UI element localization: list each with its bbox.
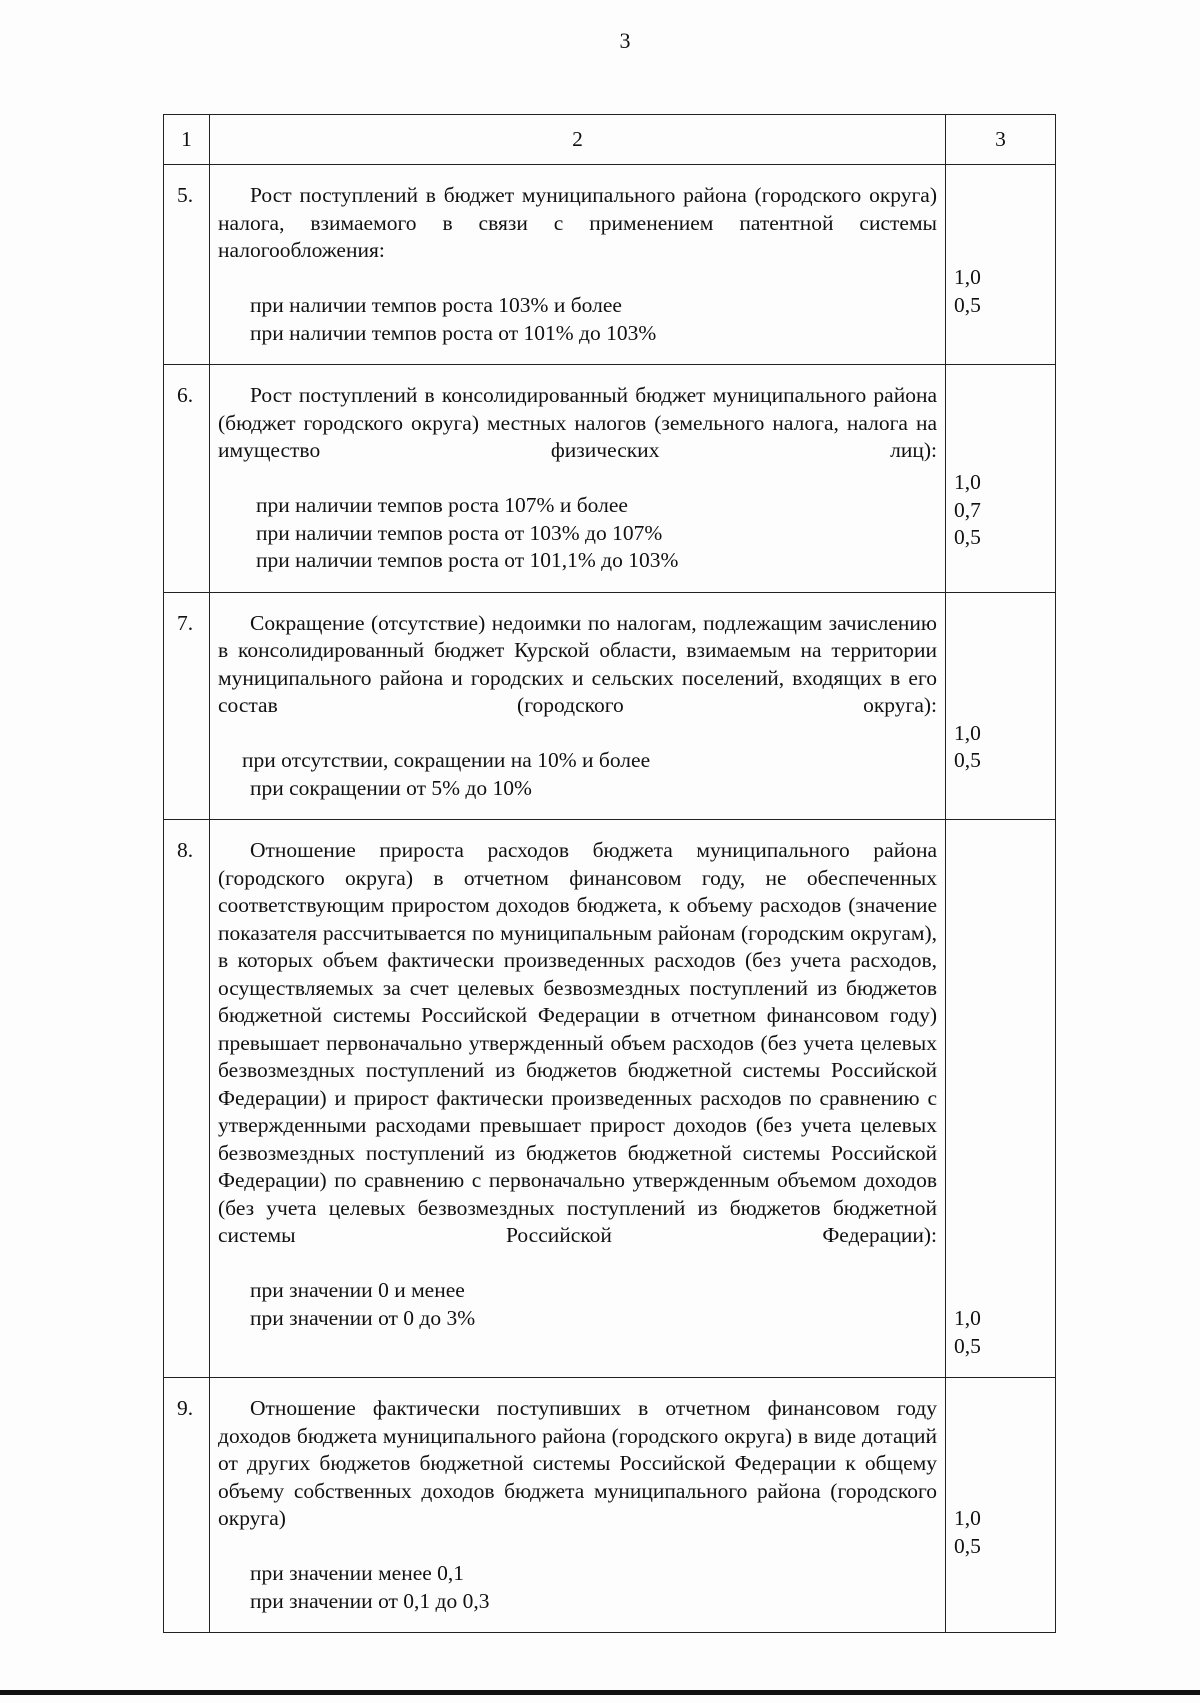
row-number: 7.: [164, 592, 210, 820]
table-row-8: [164, 820, 1056, 1378]
table-row-7: [164, 592, 1056, 820]
row-values: [946, 592, 1056, 820]
row-heading: Рост поступлений в консолидированный бюджет муниципального района (бюджет городского округа) местных налогов (земельного налога, налога на имущество физических лиц):: [218, 383, 937, 462]
table-row-5: [164, 165, 1056, 365]
header-col-2: 2: [210, 115, 946, 165]
row-values: [946, 820, 1056, 1378]
row-number: 8.: [164, 820, 210, 1378]
condition-text: при наличии темпов роста от 101,1% до 103%: [256, 548, 679, 572]
row-number: 6.: [164, 365, 210, 593]
row-number: 5.: [164, 165, 210, 365]
scan-bottom-edge: [0, 1690, 1200, 1695]
condition-text: при наличии темпов роста от 103% до 107%: [256, 520, 663, 545]
row-values: [946, 1378, 1056, 1633]
condition-value: 0,5: [954, 1533, 981, 1558]
condition-value: 1,0: [954, 470, 981, 494]
table-header-row: [164, 115, 1056, 165]
condition-value: 1,0: [954, 265, 981, 289]
condition-text: при значении от 0 до 3%: [250, 1305, 476, 1330]
condition-value: 1,0: [954, 1506, 981, 1530]
condition-value: 1,0: [954, 720, 981, 745]
row-description: [210, 820, 946, 1378]
condition-text: при наличии темпов роста от 101% до 103%: [250, 320, 657, 345]
condition-text: при значении менее 0,1: [250, 1561, 465, 1585]
criteria-table: [163, 114, 1056, 1633]
condition-value: 1,0: [954, 1306, 981, 1330]
row-number: 9.: [164, 1378, 210, 1633]
header-col-1: 1: [164, 115, 210, 165]
condition-text: при отсутствии, сокращении на 10% и более: [242, 748, 651, 772]
row-values: [946, 365, 1056, 593]
condition-text: при наличии темпов роста 107% и более: [256, 493, 628, 517]
row-heading: Сокращение (отсутствие) недоимки по налогам, подлежащим зачислению в консолидированный бюджет Курской области, взимаемым на территории муниципального района и городских и сельских поселений, входящих в его состав (городского округа):: [218, 610, 937, 717]
condition-text: при значении 0 и менее: [250, 1278, 465, 1302]
condition-value: 0,5: [954, 292, 981, 317]
condition-text: при наличии темпов роста 103% и более: [250, 293, 622, 317]
page-number: 3: [619, 28, 631, 53]
row-description: [210, 165, 946, 365]
row-description: [210, 365, 946, 593]
condition-value: 0,5: [954, 525, 981, 549]
row-heading: Отношение фактически поступивших в отчетном финансовом году доходов бюджета муниципального района (городского округа) в виде дотаций от других бюджетов бюджетной системы Российской Федерации к общему объему собственных доходов бюджета муниципального района (городского округа): [218, 1396, 937, 1530]
header-col-3: 3: [946, 115, 1056, 165]
row-heading: Отношение прироста расходов бюджета муниципального района (городского округа) в отчетном финансовом году, не обеспеченных соответствующим приростом доходов бюджета, к объему расходов (значение показателя рассчитывается по муниципальным районам (городским округам), в которых объем фактически произведенных расходов (без учета расходов, осуществляемых за счет целевых безвозмездных поступлений из бюджетов бюджетной системы Российской Федерации в отчетном финансовом году) превышает первоначально утвержденный объем расходов (без учета целевых безвозмездных поступлений из бюджетов бюджетной системы Российской Федерации) и прирост фактически произведенных расходов по сравнению с утвержденными расходами превышает прирост доходов (без учета целевых безвозмездных поступлений из бюджетов бюджетной системы Российской Федерации) по сравнению с первоначально утвержденным объемом доходов (без учета целевых безвозмездных поступлений из бюджетов бюджетной системы Российской Федерации):: [218, 838, 937, 1247]
table-row-9: [164, 1378, 1056, 1633]
condition-text: при значении от 0,1 до 0,3: [250, 1588, 490, 1613]
row-heading: Рост поступлений в бюджет муниципального района (городского округа) налога, взимаемого в связи с применением патентной системы налогообложения:: [218, 183, 937, 262]
row-description: [210, 1378, 946, 1633]
row-values: [946, 165, 1056, 365]
condition-value: 0,5: [954, 1333, 981, 1358]
table-row-6: [164, 365, 1056, 593]
row-description: [210, 592, 946, 820]
condition-value: 0,7: [954, 497, 981, 522]
condition-text: при сокращении от 5% до 10%: [250, 775, 532, 800]
condition-value: 0,5: [954, 748, 981, 772]
